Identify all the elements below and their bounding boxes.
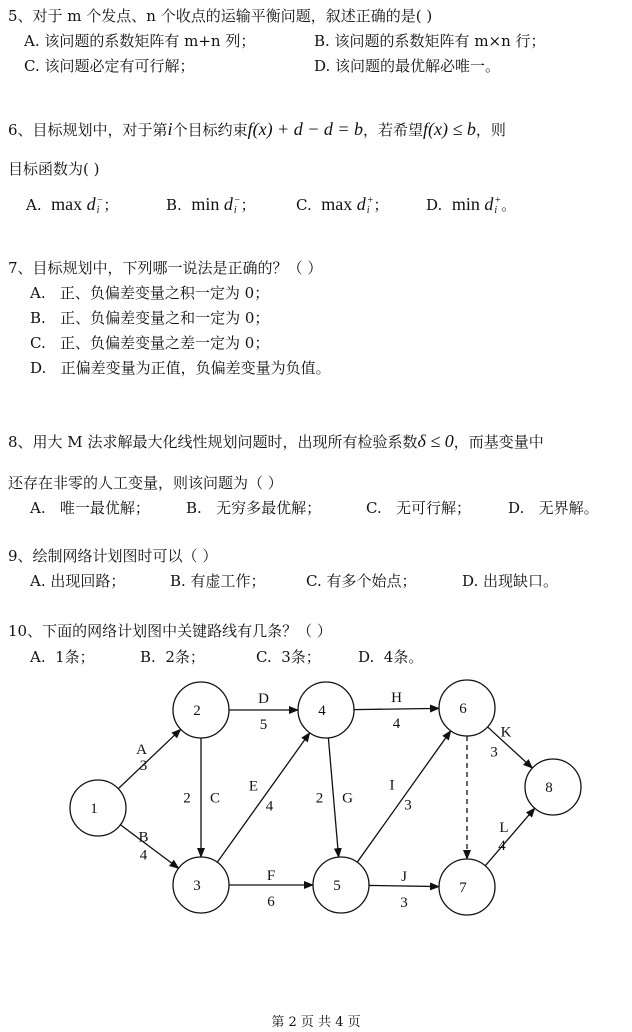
q10-option-a: A. 1条； — [30, 648, 95, 666]
q6-stem-post: ，则 — [475, 121, 506, 139]
q6-stem-pre: 6、目标规划中，对于第 — [8, 121, 168, 139]
edge-A — [118, 729, 180, 788]
node-label-7: 7 — [459, 880, 467, 896]
q8-formula: δ ≤ 0 — [417, 431, 454, 451]
edge-duration-J: 3 — [400, 895, 408, 911]
q10-option-d: D. 4条。 — [358, 648, 424, 666]
node-label-8: 8 — [545, 780, 553, 796]
edge-J — [369, 885, 439, 886]
edge-duration-H: 4 — [392, 716, 401, 732]
edge-duration-A: 3 — [139, 758, 148, 774]
q5-option-c: C. 该问题必定有可行解； — [24, 57, 195, 75]
edge-label-A: A — [136, 742, 147, 758]
edge-G — [328, 738, 338, 857]
q7-stem: 7、目标规划中，下列哪一说法是正确的？（ ） — [8, 259, 323, 277]
edge-label-E: E — [248, 778, 259, 795]
q6-stem-line2: 目标函数为( ) — [8, 160, 100, 178]
node-1 — [70, 780, 126, 836]
node-label-1: 1 — [90, 801, 98, 817]
edge-duration-L: 4 — [498, 838, 506, 854]
q10-option-b: B. 2条； — [140, 648, 205, 666]
q6-index: i — [167, 119, 173, 139]
node-label-2: 2 — [193, 703, 201, 719]
q10-stem: 10、下面的网络计划图中关键路线有几条？（ ） — [8, 622, 332, 640]
q8-stem-line2: 还存在非零的人工变量，则该问题为（ ） — [8, 474, 283, 492]
q9-option-d: D. 出现缺口。 — [462, 572, 559, 590]
edge-label-H: H — [391, 690, 402, 706]
node-label-6: 6 — [459, 701, 467, 717]
q7-option-d: D. 正偏差变量为正值，负偏差变量为负值。 — [30, 359, 331, 377]
q7-option-c: C. 正、负偏差变量之差一定为 0； — [30, 334, 270, 352]
edge-duration-D: 5 — [259, 717, 268, 733]
q8-option-a: A. 唯一最优解； — [30, 499, 150, 517]
node-8 — [525, 759, 581, 815]
q5-option-d: D. 该问题的最优解必唯一。 — [314, 57, 501, 75]
node-4 — [298, 682, 354, 738]
q6-option-b: B. min d − i ； — [166, 194, 256, 216]
node-2 — [173, 682, 229, 738]
edge-label-L: L — [499, 820, 509, 836]
q6-option-c: C. max d + i ； — [296, 194, 389, 216]
q7-option-b: B. 正、负偏差变量之和一定为 0； — [30, 309, 270, 327]
edge-I — [357, 731, 451, 862]
edge-label-B: B — [138, 829, 149, 846]
edge-label-I: I — [389, 777, 395, 794]
node-6 — [439, 680, 495, 736]
node-5 — [313, 857, 369, 913]
q8-option-c: C. 无可行解； — [366, 499, 472, 517]
q10-option-c: C. 3条； — [256, 648, 321, 666]
edge-duration-B: 4 — [139, 847, 148, 864]
node-label-3: 3 — [193, 878, 201, 894]
node-label-5: 5 — [333, 878, 341, 894]
q9-option-b: B. 有虚工作； — [170, 572, 266, 590]
q5-option-a: A. 该问题的系数矩阵有 m+n 列； — [24, 32, 256, 50]
q8-stem-post: ，而基变量中 — [453, 433, 544, 451]
q6-stem-mid2: ，若希望 — [363, 121, 424, 139]
page-footer: 第 2 页 共 4 页 — [271, 1015, 361, 1030]
edge-duration-I: 3 — [404, 797, 412, 814]
edge-label-D: D — [258, 691, 269, 707]
edge-label-G: G — [342, 790, 353, 807]
edge-label-C: C — [209, 790, 221, 807]
edge-B — [120, 825, 178, 868]
edge-label-F: F — [266, 868, 276, 884]
q9-option-a: A. 出现回路； — [30, 572, 126, 590]
node-label-4: 4 — [318, 703, 326, 719]
q6-formula-constraint: f(x) + d − d = b — [247, 119, 363, 139]
edge-duration-C: 2 — [183, 790, 191, 807]
q6-option-a: A. max d − i ； — [26, 194, 119, 216]
edge-L — [485, 808, 534, 866]
q9-stem: 9、绘制网络计划图时可以（ ） — [8, 547, 218, 565]
q8-option-d: D. 无界解。 — [508, 499, 599, 517]
edge-duration-G: 2 — [315, 790, 324, 807]
node-7 — [439, 859, 495, 915]
edge-label-K: K — [500, 724, 512, 741]
q6-stem-mid: 个目标约束 — [172, 121, 248, 139]
q5-stem: 5、对于 m 个发点、n 个收点的运输平衡问题，叙述正确的是( ) — [8, 7, 433, 25]
q6-option-d: D. min d + i 。 — [426, 194, 517, 216]
q7-option-a: A. 正、负偏差变量之积一定为 0； — [30, 284, 270, 302]
node-3 — [173, 857, 229, 913]
edge-label-J: J — [401, 869, 407, 885]
edge-duration-K: 3 — [490, 744, 498, 761]
edge-H — [354, 708, 439, 709]
q8-option-b: B. 无穷多最优解； — [186, 499, 322, 517]
q8-stem-pre: 8、用大 M 法求解最大化线性规划问题时，出现所有检验系数 — [8, 433, 418, 451]
q6-formula-target: f(x) ≤ b — [423, 119, 476, 139]
q5-option-b: B. 该问题的系数矩阵有 m×n 行； — [314, 32, 546, 50]
edge-duration-F: 6 — [267, 894, 275, 910]
edge-E — [217, 733, 309, 862]
edge-duration-E: 4 — [265, 798, 274, 815]
q9-option-c: C. 有多个始点； — [306, 572, 417, 590]
